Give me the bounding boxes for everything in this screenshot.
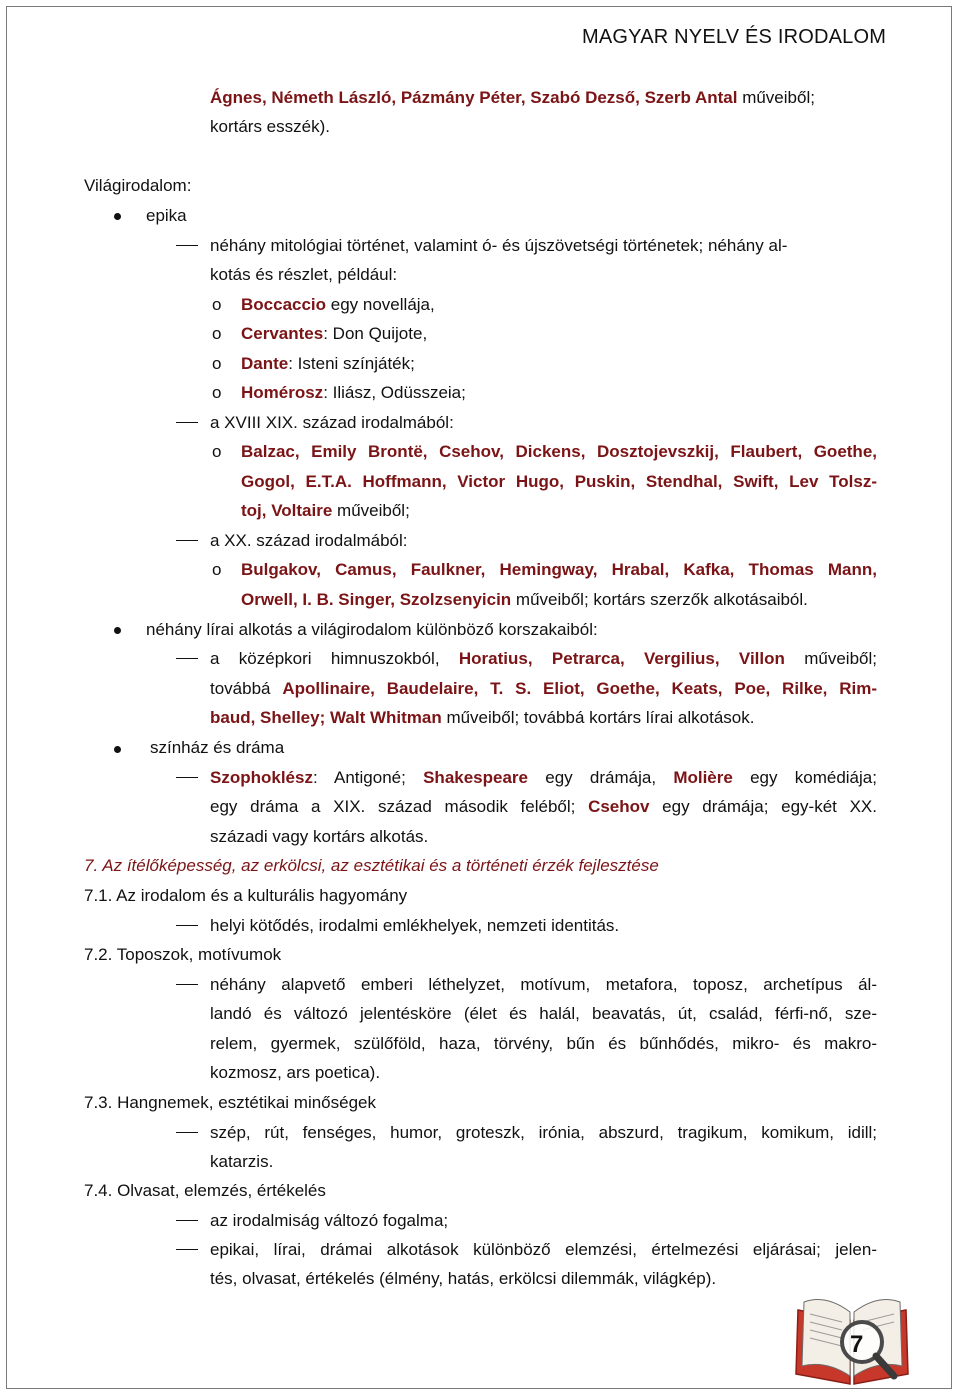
- c20-authors-end: Orwell, I. B. Singer, Szolzsenyicin: [241, 590, 512, 609]
- work-author: Cervantes: [241, 324, 324, 343]
- epika-label: epika: [146, 206, 187, 225]
- lyric-text: műveiből;: [784, 649, 877, 668]
- myth-line-2: kotás és részlet, például:: [210, 265, 398, 284]
- bullet-icon: [114, 627, 121, 634]
- work-item: [241, 354, 415, 374]
- work-text: : Isteni színjáték;: [288, 354, 415, 373]
- drama-text: egy dráma a XIX. század második feléből;: [210, 797, 589, 816]
- theatre-label: színház és dráma: [150, 738, 285, 757]
- drama-author: Molière: [673, 768, 733, 787]
- c20-authors-line-2: [241, 590, 808, 610]
- lyric-text: továbbá: [210, 679, 283, 698]
- work-text: : Don Quijote,: [323, 324, 428, 343]
- lyric-label: néhány lírai alkotás a világirodalom különböző korszakaiból:: [146, 620, 598, 639]
- section-7-2-line-4: kozmosz, ars poetica).: [210, 1063, 381, 1082]
- lyric-line-2: [210, 679, 877, 699]
- intro-authors: Ágnes, Németh László, Pázmány Péter, Szabó Dezső, Szerb Antal: [210, 88, 738, 107]
- dash-icon: [176, 1249, 198, 1250]
- c18-authors-line-2: Gogol, E.T.A. Hoffmann, Victor Hugo, Puskin, Stendhal, Swift, Lev Tolsz-: [241, 472, 877, 491]
- section-7-title: 7. Az ítélőképesség, az erkölcsi, az esztétikai és a történeti érzék fejlesztése: [84, 856, 659, 875]
- intro-line-1: [210, 88, 815, 108]
- intro-rest: műveiből;: [737, 88, 815, 107]
- section-7-4-line-1: epikai, lírai, drámai alkotások különböző elemzési, értelmezési eljárásai; jelen-: [210, 1240, 877, 1259]
- bullet-icon: [114, 213, 121, 220]
- dash-icon: [176, 422, 198, 423]
- page-number: 7: [850, 1331, 864, 1358]
- work-item: [241, 383, 466, 403]
- c18-authors-end: toj, Voltaire: [241, 501, 333, 520]
- drama-line-3: századi vagy kortárs alkotás.: [210, 827, 429, 846]
- dash-icon: [176, 658, 198, 659]
- work-item: [241, 324, 427, 344]
- circle-bullet-icon: o: [212, 383, 222, 402]
- section-7-1-title: 7.1. Az irodalom és a kulturális hagyomány: [84, 886, 408, 905]
- drama-text: egy drámája,: [528, 768, 674, 787]
- work-text: : Iliász, Odüsszeia;: [323, 383, 466, 402]
- section-7-2-title: 7.2. Toposzok, motívumok: [84, 945, 282, 964]
- lyric-line-3: [210, 708, 754, 728]
- page-header: MAGYAR NYELV ÉS IRODALOM: [582, 26, 887, 48]
- dash-icon: [176, 245, 198, 246]
- drama-text: egy drámája; egy-két XX.: [649, 797, 877, 816]
- drama-author: Szophoklész: [210, 768, 313, 787]
- c18-suffix: műveiből;: [332, 501, 410, 520]
- drama-text: : Antigoné;: [312, 768, 424, 787]
- world-heading: Világirodalom:: [84, 176, 192, 195]
- dash-icon: [176, 777, 198, 778]
- lyric-authors: Horatius, Petrarca, Vergilius, Villon: [458, 649, 785, 668]
- c18-authors-line-1: Balzac, Emily Brontë, Csehov, Dickens, Dosztojevszkij, Flaubert, Goethe,: [241, 442, 877, 461]
- circle-bullet-icon: o: [212, 560, 222, 579]
- c20-authors-line-1: Bulgakov, Camus, Faulkner, Hemingway, Hrabal, Kafka, Thomas Mann,: [241, 560, 877, 579]
- drama-line-2: [210, 797, 877, 817]
- work-author: Boccaccio: [241, 295, 327, 314]
- dash-icon: [176, 540, 198, 541]
- dash-icon: [176, 1132, 198, 1133]
- drama-author: Csehov: [588, 797, 650, 816]
- dash-icon: [176, 984, 198, 985]
- c20-label: a XX. század irodalmából:: [210, 531, 408, 550]
- dash-icon: [176, 1220, 198, 1221]
- section-7-2-line-3: relem, gyermek, szülőföld, haza, törvény, bűn és bűnhődés, mikro- és makro-: [210, 1034, 877, 1053]
- drama-author: Shakespeare: [423, 768, 528, 787]
- c18-authors-line-3: [241, 501, 410, 521]
- work-text: egy novellája,: [326, 295, 435, 314]
- section-7-3-title: 7.3. Hangnemek, esztétikai minőségek: [84, 1093, 376, 1112]
- c20-suffix: műveiből; kortárs szerzők alkotásaiból.: [511, 590, 808, 609]
- section-7-4-line-2: tés, olvasat, értékelés (élmény, hatás, erkölcsi dilemmák, világkép).: [210, 1269, 717, 1288]
- section-7-1-item: helyi kötődés, irodalmi emlékhelyek, nemzeti identitás.: [210, 916, 620, 935]
- section-7-2-line-1: néhány alapvető emberi léthelyzet, motívum, metafora, toposz, archetípus ál-: [210, 975, 877, 994]
- bullet-icon: [114, 746, 121, 753]
- section-7-4-title: 7.4. Olvasat, elemzés, értékelés: [84, 1181, 326, 1200]
- circle-bullet-icon: o: [212, 354, 222, 373]
- section-7-3-line-2: katarzis.: [210, 1152, 274, 1171]
- lyric-authors: baud, Shelley; Walt Whitman: [210, 708, 442, 727]
- work-author: Homérosz: [241, 383, 324, 402]
- intro-line-2: kortárs esszék).: [210, 117, 330, 136]
- dash-icon: [176, 925, 198, 926]
- section-7-2-line-2: landó és változó jelentésköre (élet és halál, beavatás, út, család, férfi-nő, sze-: [210, 1004, 877, 1023]
- circle-bullet-icon: o: [212, 295, 222, 314]
- section-7-3-line-1: szép, rút, fenséges, humor, groteszk, irónia, abszurd, tragikum, komikum, idill;: [210, 1123, 877, 1142]
- section-7-4-item-1: az irodalmiság változó fogalma;: [210, 1211, 449, 1230]
- circle-bullet-icon: o: [212, 442, 222, 461]
- work-item: [241, 295, 435, 315]
- lyric-text: a középkori himnuszokból,: [210, 649, 459, 668]
- drama-text: egy komédiája;: [732, 768, 877, 787]
- drama-line-1: [210, 768, 877, 788]
- lyric-text: műveiből; továbbá kortárs lírai alkotások.: [441, 708, 755, 727]
- circle-bullet-icon: o: [212, 324, 222, 343]
- c18-label: a XVIII XIX. század irodalmából:: [210, 413, 454, 432]
- lyric-line-1: [210, 649, 877, 669]
- lyric-authors: Apollinaire, Baudelaire, T. S. Eliot, Goethe, Keats, Poe, Rilke, Rim-: [282, 679, 877, 698]
- work-author: Dante: [241, 354, 289, 373]
- myth-line-1: néhány mitológiai történet, valamint ó- és újszövetségi történetek; néhány al-: [210, 236, 788, 255]
